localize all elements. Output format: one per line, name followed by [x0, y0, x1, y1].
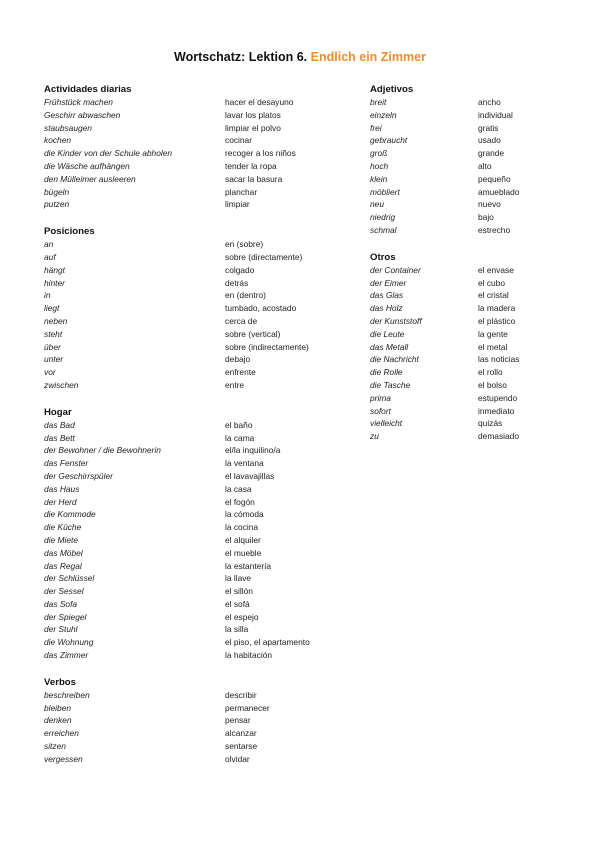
german-term: die Tasche: [370, 379, 411, 390]
german-term: sofort: [370, 405, 391, 416]
spanish-translation: describir: [225, 689, 257, 700]
german-term: prima: [370, 392, 391, 403]
german-term: erreichen: [44, 728, 79, 739]
spanish-translation: entre: [225, 379, 245, 390]
vocab-row: [44, 109, 344, 122]
vocab-row: [44, 623, 344, 636]
german-term: hängt: [44, 264, 65, 275]
german-term: das Bad: [44, 419, 75, 430]
section-title: Verbos: [44, 676, 76, 688]
german-term: der Herd: [44, 496, 77, 507]
vocab-row: [370, 264, 570, 277]
vocab-row: [370, 277, 570, 290]
vocab-row: [370, 417, 570, 430]
spanish-translation: colgado: [225, 264, 255, 275]
vocab-row: [44, 186, 344, 199]
spanish-translation: pensar: [225, 715, 251, 726]
spanish-translation: el envase: [478, 264, 514, 275]
german-term: neben: [44, 315, 68, 326]
spanish-translation: detrás: [225, 277, 249, 288]
german-term: das Regal: [44, 560, 82, 571]
section-title: Otros: [370, 251, 396, 263]
spanish-translation: sentarse: [225, 741, 258, 752]
german-term: der Sessel: [44, 586, 84, 597]
german-term: über: [44, 341, 61, 352]
spanish-translation: la madera: [478, 303, 516, 314]
spanish-translation: la cama: [225, 432, 255, 443]
german-term: der Container: [370, 264, 421, 275]
german-term: das Zimmer: [44, 650, 89, 661]
german-term: vielleicht: [370, 418, 403, 429]
vocab-row: [44, 534, 344, 547]
vocab-row: [44, 572, 344, 585]
spanish-translation: la cómoda: [225, 509, 264, 520]
german-term: steht: [44, 328, 63, 339]
vocab-row: [44, 470, 344, 483]
vocab-row: [370, 379, 570, 392]
vocab-row: [370, 302, 570, 315]
german-term: groß: [370, 148, 388, 159]
spanish-translation: lavar los platos: [225, 109, 281, 120]
vocab-row: [370, 122, 570, 135]
spanish-translation: las noticias: [478, 354, 520, 365]
german-term: das Glas: [370, 290, 404, 301]
vocab-row: [370, 109, 570, 122]
spanish-translation: el sofá: [225, 598, 250, 609]
spanish-translation: la gente: [478, 328, 508, 339]
spanish-translation: la estantería: [225, 560, 272, 571]
german-term: das Metall: [370, 341, 409, 352]
spanish-translation: alcanzar: [225, 728, 257, 739]
spanish-translation: ancho: [478, 97, 501, 107]
vocab-row: [44, 585, 344, 598]
german-term: hoch: [370, 160, 389, 171]
german-term: unter: [44, 354, 64, 365]
vocab-row: [370, 160, 570, 173]
vocab-row: [44, 483, 344, 496]
german-term: schmal: [370, 224, 397, 235]
german-term: neu: [370, 199, 384, 210]
vocab-row: [370, 353, 570, 366]
vocab-row: [44, 198, 344, 211]
vocab-row: [44, 689, 344, 702]
section-hogar: [44, 406, 344, 662]
spanish-translation: la cocina: [225, 522, 259, 533]
spanish-translation: la habitación: [225, 650, 273, 661]
german-term: der Kunststoff: [370, 315, 422, 326]
spanish-translation: el bolso: [478, 379, 507, 390]
german-term: einzeln: [370, 109, 397, 120]
section-actividades-diarias: [44, 83, 344, 211]
spanish-translation: pequeño: [478, 173, 511, 184]
vocab-row: [44, 147, 344, 160]
german-term: bügeln: [44, 186, 70, 197]
vocab-row: [370, 173, 570, 186]
spanish-translation: gratis: [478, 122, 499, 133]
german-term: Frühstück machen: [44, 97, 113, 107]
vocab-row: [370, 289, 570, 302]
spanish-translation: la ventana: [225, 458, 264, 469]
vocab-row: [44, 547, 344, 560]
german-term: die Wäsche aufhängen: [44, 160, 130, 171]
spanish-translation: bajo: [478, 212, 494, 223]
spanish-translation: en (sobre): [225, 239, 264, 250]
vocab-row: [44, 432, 344, 445]
german-term: sitzen: [44, 741, 66, 752]
vocab-row: [44, 379, 344, 392]
vocab-row: [44, 611, 344, 624]
german-term: das Holz: [370, 303, 403, 314]
german-term: klein: [370, 173, 388, 184]
vocab-row: [370, 134, 570, 147]
german-term: die Wohnung: [44, 637, 94, 648]
left-column: [44, 83, 344, 780]
vocab-row: [370, 96, 570, 109]
spanish-translation: alto: [478, 160, 492, 171]
german-term: die Kommode: [44, 509, 96, 520]
german-term: das Bett: [44, 432, 75, 443]
spanish-translation: quizás: [478, 418, 503, 429]
german-term: der Spiegel: [44, 611, 87, 622]
vocab-row: [44, 328, 344, 341]
spanish-translation: en (dentro): [225, 290, 266, 301]
vocab-row: [370, 341, 570, 354]
spanish-translation: la silla: [225, 624, 249, 635]
german-term: die Leute: [370, 328, 405, 339]
spanish-translation: el metal: [478, 341, 508, 352]
spanish-translation: la casa: [225, 483, 252, 494]
vocab-row: [44, 702, 344, 715]
vocab-row: [44, 598, 344, 611]
spanish-translation: sacar la basura: [225, 173, 283, 184]
vocab-row: [44, 277, 344, 290]
spanish-translation: la llave: [225, 573, 252, 584]
german-term: zu: [370, 431, 379, 442]
spanish-translation: el baño: [225, 419, 253, 430]
german-term: breit: [370, 97, 387, 107]
german-term: die Miete: [44, 534, 78, 545]
spanish-translation: sobre (vertical): [225, 328, 281, 339]
spanish-translation: el/la inquilino/a: [225, 445, 281, 456]
vocab-row: [370, 186, 570, 199]
german-term: der Stuhl: [44, 624, 78, 635]
spanish-translation: usado: [478, 135, 501, 146]
german-term: das Möbel: [44, 547, 83, 558]
german-term: kochen: [44, 135, 72, 146]
german-term: auf: [44, 251, 56, 262]
vocab-row: [370, 315, 570, 328]
spanish-translation: recoger a los niños: [225, 148, 296, 159]
german-term: die Kinder von der Schule abholen: [44, 148, 173, 159]
vocab-row: [44, 315, 344, 328]
german-term: hinter: [44, 277, 65, 288]
spanish-translation: sobre (indirectamente): [225, 341, 309, 352]
spanish-translation: el cristal: [478, 290, 509, 301]
vocab-row: [44, 444, 344, 457]
vocab-row: [44, 160, 344, 173]
german-term: der Geschirrspüler: [44, 470, 113, 481]
vocab-row: [44, 238, 344, 251]
spanish-translation: cocinar: [225, 135, 252, 146]
vocab-row: [44, 508, 344, 521]
spanish-translation: el lavavajillas: [225, 470, 275, 481]
spanish-translation: permanecer: [225, 702, 270, 713]
spanish-translation: nuevo: [478, 199, 501, 210]
spanish-translation: demasiado: [478, 431, 519, 442]
spanish-translation: el alquiler: [225, 534, 261, 545]
vocab-row: [44, 251, 344, 264]
spanish-translation: el plástico: [478, 315, 516, 326]
vocab-row: [44, 727, 344, 740]
vocab-row: [370, 147, 570, 160]
german-term: in: [44, 290, 51, 301]
vocab-row: [44, 419, 344, 432]
title-main: Wortschatz: Lektion 6.: [174, 50, 308, 64]
spanish-translation: grande: [478, 148, 505, 159]
spanish-translation: el mueble: [225, 547, 262, 558]
spanish-translation: el sillón: [225, 586, 253, 597]
vocab-row: [44, 457, 344, 470]
spanish-translation: enfrente: [225, 367, 256, 378]
german-term: an: [44, 239, 54, 250]
vocab-row: [370, 405, 570, 418]
vocab-row: [370, 430, 570, 443]
vocab-row: [44, 96, 344, 109]
vocab-row: [370, 211, 570, 224]
vocab-row: [44, 636, 344, 649]
section-adjetivos: [370, 83, 570, 237]
spanish-translation: olvidar: [225, 753, 250, 764]
german-term: der Bewohner / die Bewohnerin: [44, 445, 161, 456]
vocab-row: [44, 753, 344, 766]
spanish-translation: hacer el desayuno: [225, 97, 294, 107]
german-term: bleiben: [44, 702, 72, 713]
german-term: liegt: [44, 303, 60, 314]
german-term: den Mülleimer ausleeren: [44, 173, 136, 184]
spanish-translation: el espejo: [225, 611, 259, 622]
vocab-row: [44, 649, 344, 662]
vocab-row: [44, 496, 344, 509]
section-title: Posiciones: [44, 226, 95, 238]
german-term: die Nachricht: [370, 354, 419, 365]
spanish-translation: estrecho: [478, 224, 511, 235]
spanish-translation: planchar: [225, 186, 258, 197]
spanish-translation: tender la ropa: [225, 160, 277, 171]
spanish-translation: el fogón: [225, 496, 255, 507]
spanish-translation: tumbado, acostado: [225, 303, 297, 314]
vocab-row: [370, 224, 570, 237]
section-title: Actividades diarias: [44, 84, 132, 95]
vocab-row: [370, 366, 570, 379]
spanish-translation: inmediato: [478, 405, 515, 416]
german-term: möbliert: [370, 186, 400, 197]
section-title: Adjetivos: [370, 84, 414, 95]
vocab-row: [44, 302, 344, 315]
vocab-row: [44, 714, 344, 727]
section-posiciones: [44, 225, 344, 392]
right-column: [370, 83, 570, 457]
spanish-translation: limpiar el polvo: [225, 122, 281, 133]
vocab-row: [44, 740, 344, 753]
vocab-row: [370, 328, 570, 341]
german-term: staubsaugen: [44, 122, 92, 133]
german-term: das Haus: [44, 483, 80, 494]
page-title: [0, 50, 600, 64]
vocab-row: [44, 173, 344, 186]
vocab-row: [44, 122, 344, 135]
section-otros: [370, 251, 570, 443]
vocab-row: [44, 134, 344, 147]
spanish-translation: el piso, el apartamento: [225, 637, 310, 648]
vocab-row: [44, 560, 344, 573]
german-term: vor: [44, 367, 56, 378]
title-accent: Endlich ein Zimmer: [310, 50, 426, 64]
spanish-translation: el rollo: [478, 367, 503, 378]
section-verbos: [44, 676, 344, 766]
spanish-translation: debajo: [225, 354, 251, 365]
spanish-translation: sobre (directamente): [225, 251, 303, 262]
vocab-row: [370, 198, 570, 211]
spanish-translation: amueblado: [478, 186, 520, 197]
german-term: die Rolle: [370, 367, 403, 378]
german-term: frei: [370, 122, 382, 133]
vocab-row: [44, 366, 344, 379]
german-term: zwischen: [44, 379, 79, 390]
spanish-translation: cerca de: [225, 315, 258, 326]
spanish-translation: el cubo: [478, 277, 506, 288]
german-term: putzen: [44, 199, 70, 210]
vocab-row: [44, 521, 344, 534]
german-term: der Eimer: [370, 277, 407, 288]
german-term: gebraucht: [370, 135, 408, 146]
german-term: denken: [44, 715, 72, 726]
vocab-row: [44, 264, 344, 277]
spanish-translation: estupendo: [478, 392, 518, 403]
german-term: Geschirr abwaschen: [44, 109, 121, 120]
vocab-row: [370, 392, 570, 405]
german-term: vergessen: [44, 753, 83, 764]
german-term: niedrig: [370, 212, 396, 223]
section-title: Hogar: [44, 406, 72, 418]
german-term: das Sofa: [44, 598, 78, 609]
german-term: beschreiben: [44, 689, 90, 700]
german-term: das Fenster: [44, 458, 89, 469]
german-term: der Schlüssel: [44, 573, 95, 584]
spanish-translation: individual: [478, 109, 513, 120]
spanish-translation: limpiar: [225, 199, 250, 210]
vocab-row: [44, 341, 344, 354]
vocab-row: [44, 289, 344, 302]
vocab-row: [44, 353, 344, 366]
german-term: die Küche: [44, 522, 82, 533]
